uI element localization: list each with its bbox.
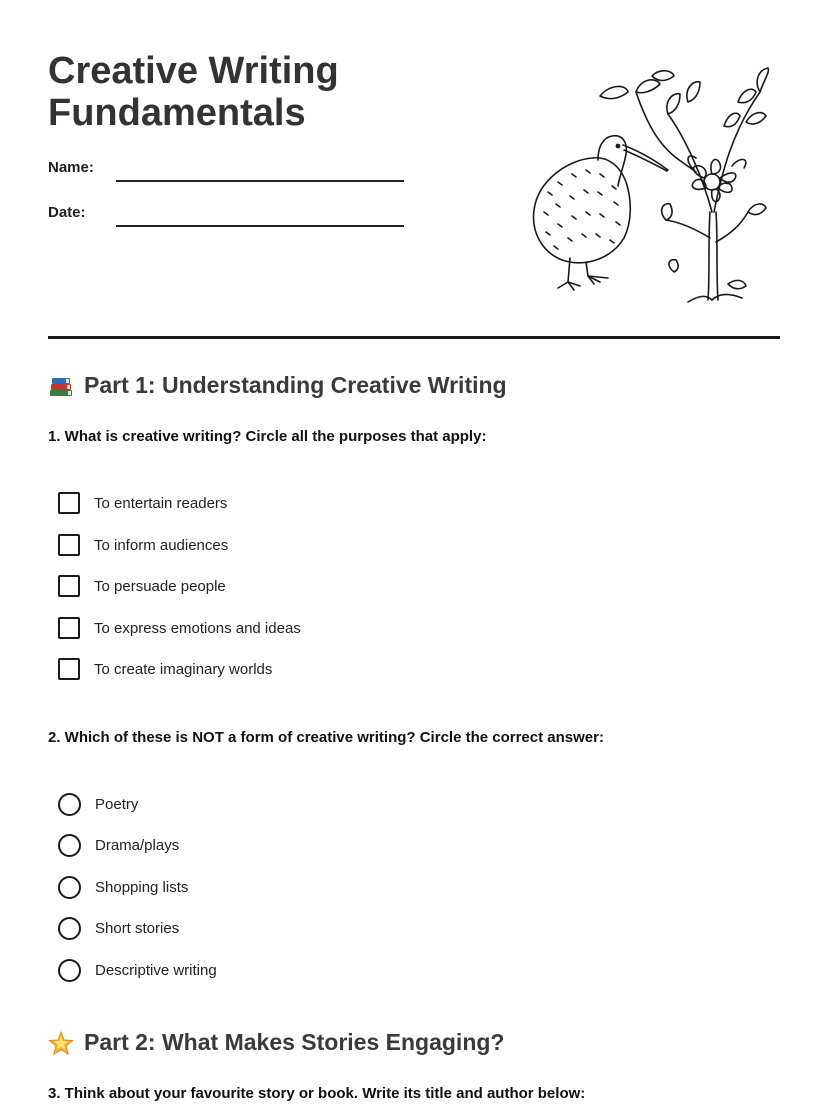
part2-heading-text: Part 2: What Makes Stories Engaging? [84, 1029, 505, 1055]
question-2: 2. Which of these is NOT a form of creative writing? Circle the correct answer: [48, 729, 604, 746]
option-label: Drama/plays [95, 836, 180, 854]
part2-heading [48, 1029, 504, 1056]
radio-circle[interactable] [58, 834, 81, 857]
option-label: To create imaginary worlds [94, 660, 273, 678]
q2-option[interactable] [58, 916, 179, 940]
option-label: Descriptive writing [95, 961, 217, 979]
name-line[interactable] [116, 180, 404, 182]
star-icon [48, 1030, 74, 1056]
question-1: 1. What is creative writing? Circle all the purposes that apply: [48, 428, 487, 445]
q2-option[interactable] [58, 833, 179, 857]
q2-option[interactable] [58, 958, 217, 982]
checkbox[interactable] [58, 617, 80, 639]
kiwi-tree-illustration [528, 62, 774, 304]
question-3: 3. Think about your favourite story or book. Write its title and author below: [48, 1085, 586, 1102]
date-label: Date: [48, 204, 86, 221]
date-line[interactable] [116, 225, 404, 227]
q1-option[interactable] [58, 574, 226, 598]
radio-circle[interactable] [58, 959, 81, 982]
worksheet-title [48, 50, 339, 134]
checkbox[interactable] [58, 575, 80, 597]
option-label: To entertain readers [94, 494, 228, 512]
part1-heading [48, 372, 507, 399]
title-line-1: Creative Writing [48, 50, 339, 92]
option-label: Poetry [95, 795, 139, 813]
option-label: To persuade people [94, 577, 226, 595]
option-label: To express emotions and ideas [94, 619, 301, 637]
radio-circle[interactable] [58, 793, 81, 816]
q2-option[interactable] [58, 792, 138, 816]
q1-option[interactable] [58, 657, 272, 681]
option-label: To inform audiences [94, 536, 229, 554]
q1-option[interactable] [58, 616, 301, 640]
books-icon [48, 373, 74, 399]
radio-circle[interactable] [58, 917, 81, 940]
option-label: Shopping lists [95, 878, 189, 896]
checkbox[interactable] [58, 658, 80, 680]
name-label: Name: [48, 159, 94, 176]
q1-option[interactable] [58, 491, 227, 515]
checkbox[interactable] [58, 492, 80, 514]
title-line-2: Fundamentals [48, 92, 306, 134]
radio-circle[interactable] [58, 876, 81, 899]
q2-option[interactable] [58, 875, 188, 899]
part1-heading-text: Part 1: Understanding Creative Writing [84, 372, 507, 398]
option-label: Short stories [95, 919, 180, 937]
checkbox[interactable] [58, 534, 80, 556]
q1-option[interactable] [58, 533, 228, 557]
header-divider [48, 336, 780, 339]
